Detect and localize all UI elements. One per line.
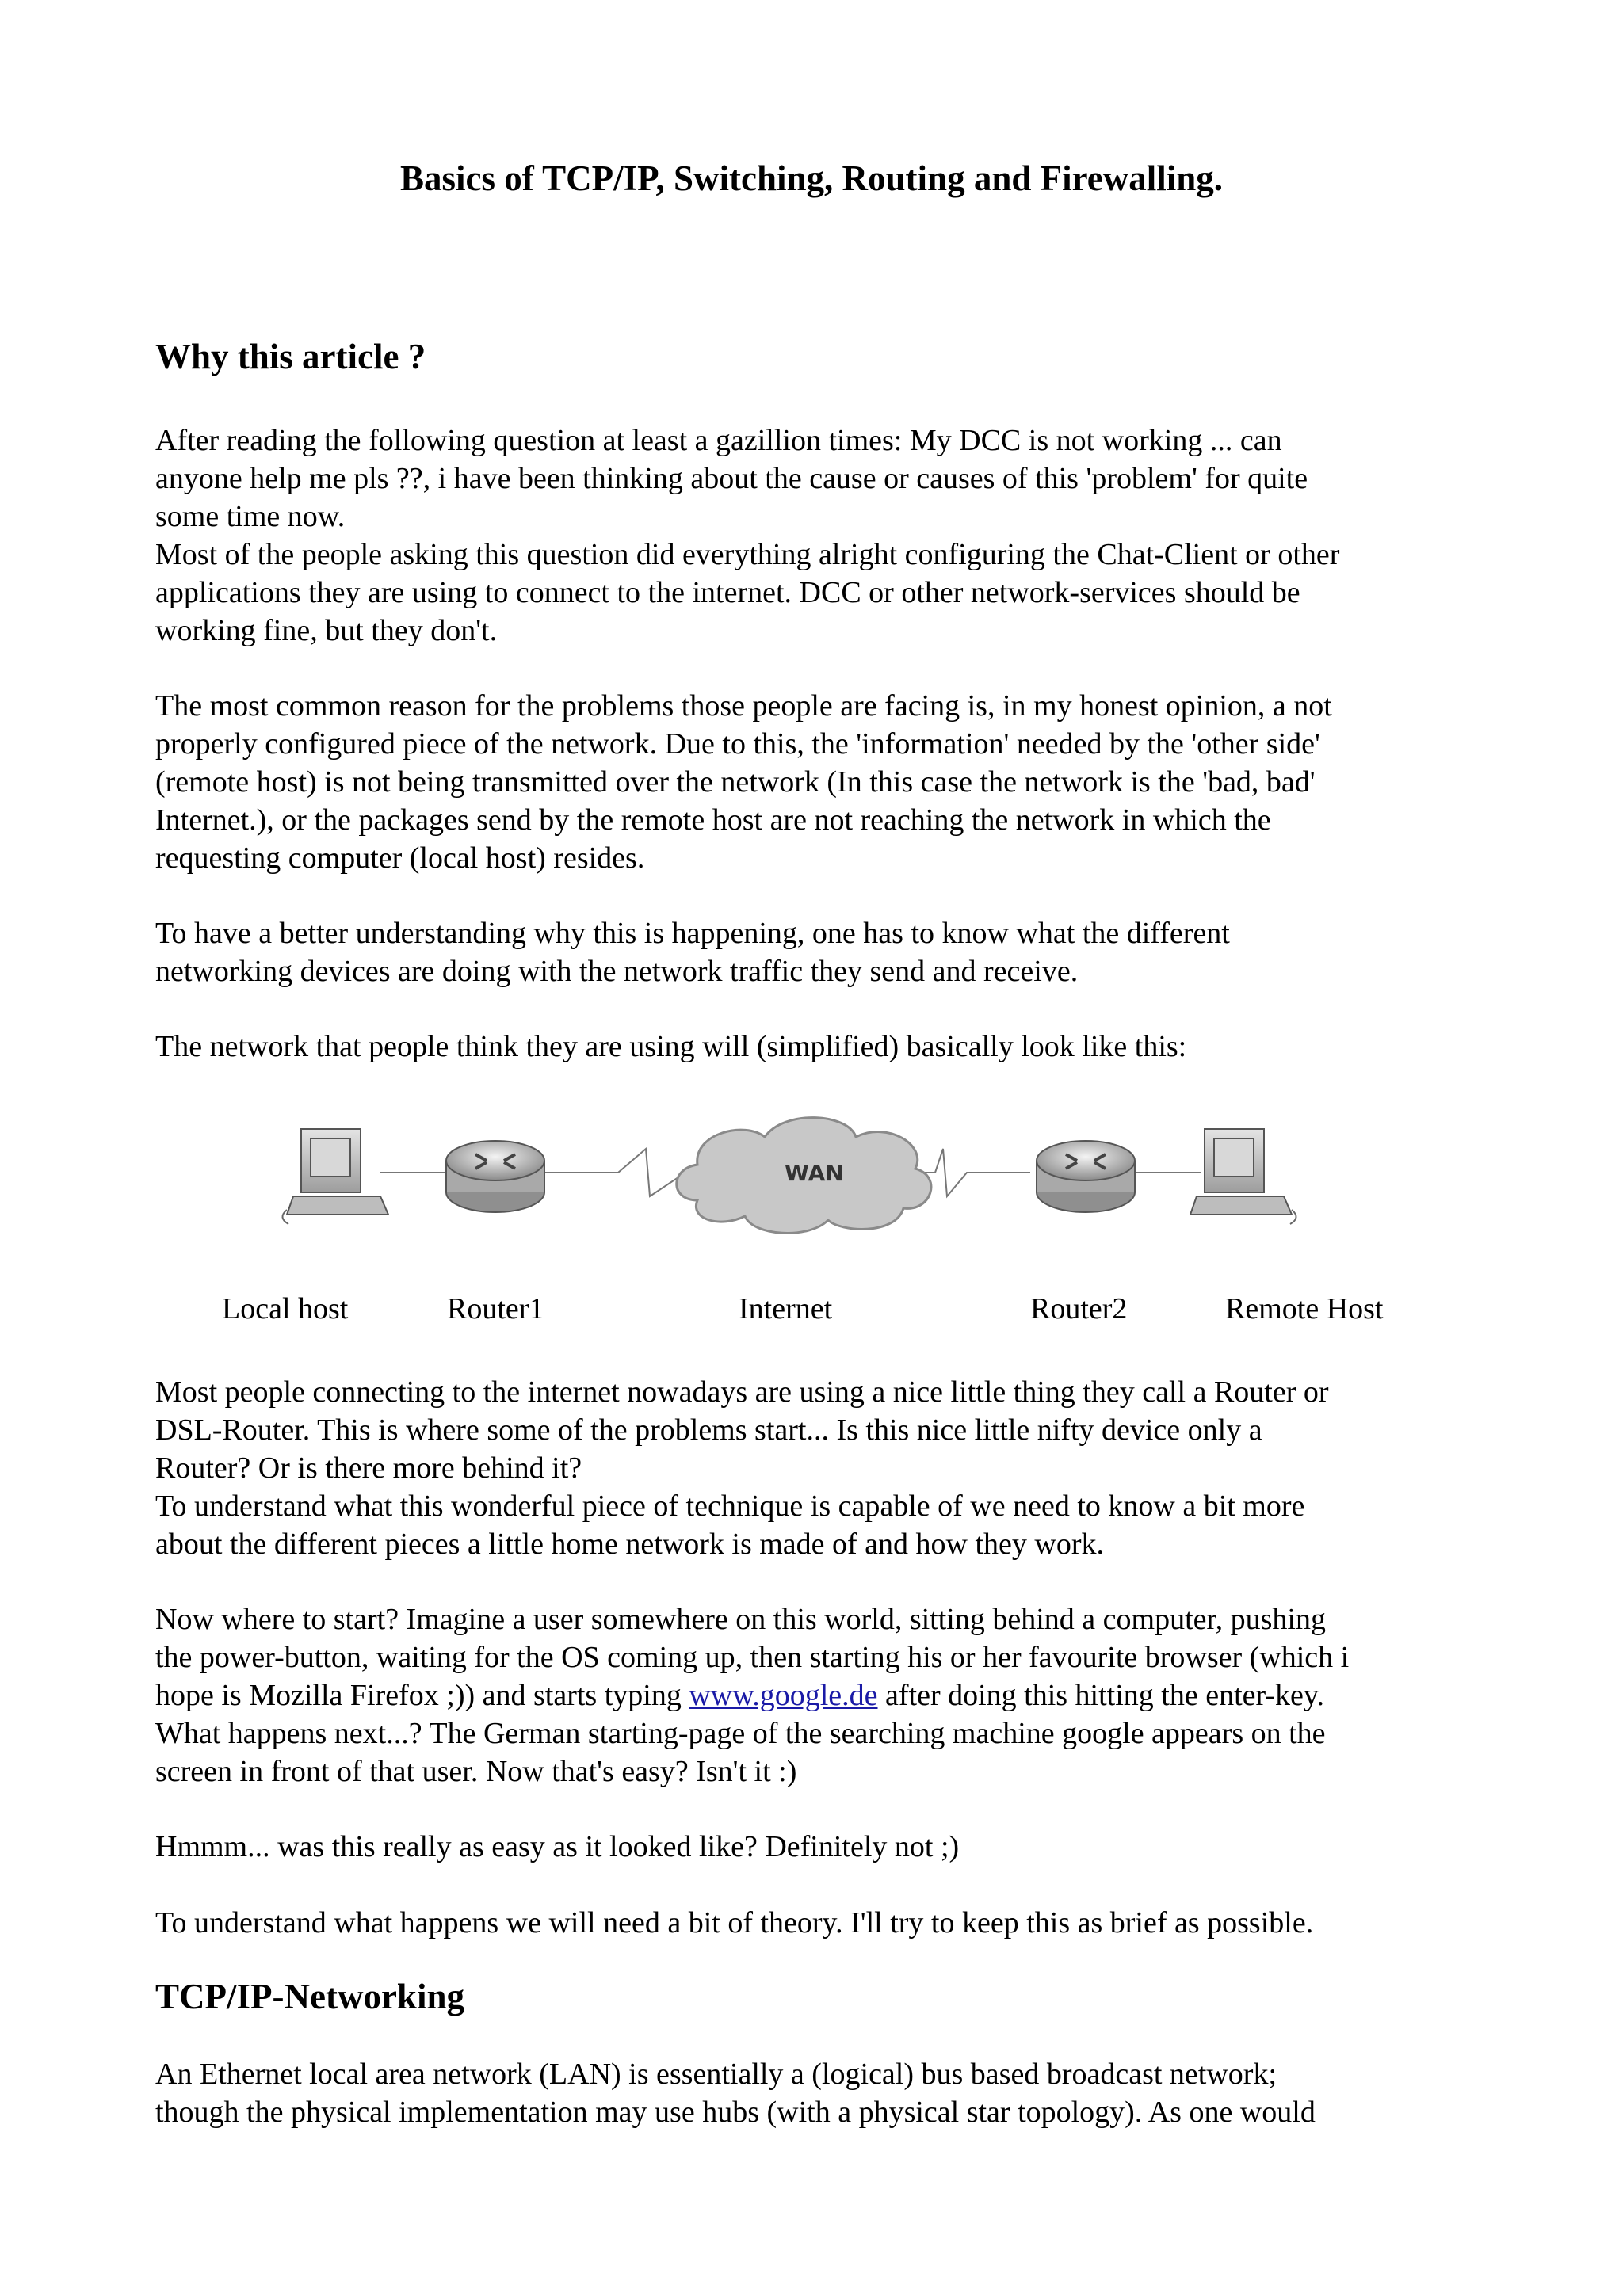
text-span: after doing this hitting the enter-key. [877,1679,1324,1712]
text-line [155,1676,1487,1714]
diagram-label-remote-host: Remote Host [1225,1292,1384,1325]
text-line: An Ethernet local area network (LAN) is essentially a (logical) bus based broadcast network; [155,2058,1277,2091]
router-icon [446,1141,544,1212]
section-heading-why: Why this article ? [155,337,426,376]
text-line: anyone help me pls ??, i have been thinking about the cause or causes of this 'problem' for quite [155,462,1308,495]
computer-icon [1190,1129,1296,1224]
text-line: screen in front of that user. Now that's easy? Isn't it :) [155,1755,797,1788]
text-line: some time now. [155,500,346,533]
paragraph-intro [155,421,1487,650]
paragraph-ethernet [155,2055,1487,2131]
text-line: To have a better understanding why this is happening, one has to know what the different [155,917,1230,950]
text-line: The most common reason for the problems those people are facing is, in my honest opinion, a not [155,689,1332,723]
computer-icon [282,1129,388,1224]
paragraph-hmmm [155,1828,1487,1866]
paragraph-router [155,1373,1487,1563]
serial-link-line [543,1149,685,1196]
text-span: hope is Mozilla Firefox ;)) and starts typing [155,1679,689,1712]
section-heading-tcpip: TCP/IP-Networking [155,1977,464,2016]
text-line: requesting computer (local host) resides. [155,841,645,875]
diagram-label-internet: Internet [739,1292,833,1325]
diagram-label-router2: Router2 [1030,1292,1128,1325]
text-line: working fine, but they don't. [155,614,498,647]
text-line: (remote host) is not being transmitted over the network (In this case the network is the 'bad, bad' [155,765,1316,799]
document-title: Basics of TCP/IP, Switching, Routing and Firewalling. [399,158,1224,198]
paragraph-network-intro [155,1028,1487,1066]
text-line: What happens next...? The German starting-page of the searching machine google appears on the [155,1717,1326,1750]
diagram-label-router1: Router1 [447,1292,544,1325]
text-line: the power-button, waiting for the OS coming up, then starting his or her favourite browser (which i [155,1641,1350,1674]
text-line: though the physical implementation may use hubs (with a physical star topology). As one would [155,2096,1316,2129]
wan-cloud-icon [677,1118,931,1234]
text-line: properly configured piece of the network. Due to this, the 'information' needed by the 'other side' [155,727,1320,761]
text-line: Internet.), or the packages send by the remote host are not reaching the network in which the [155,803,1271,837]
text-line: Most of the people asking this question did everything alright configuring the Chat-Client or other [155,538,1340,571]
text-line: DSL-Router. This is where some of the problems start... Is this nice little nifty device only a [155,1413,1262,1447]
text-line: The network that people think they are using will (simplified) basically look like this: [155,1030,1187,1063]
paragraph-theory [155,1904,1487,1942]
text-line: To understand what this wonderful piece of technique is capable of we need to know a bit more [155,1489,1305,1523]
paragraph-where-to-start [155,1600,1487,1791]
text-line: After reading the following question at least a gazillion times: My DCC is not working ... can [155,424,1282,457]
text-line: To understand what happens we will need a bit of theory. I'll try to keep this as brief as possible. [155,1906,1314,1939]
text-line: networking devices are doing with the network traffic they send and receive. [155,955,1079,988]
text-line: about the different pieces a little home network is made of and how they work. [155,1527,1104,1561]
text-line: Most people connecting to the internet nowadays are using a nice little thing they call a Router or [155,1375,1329,1409]
network-diagram [269,1105,1323,1264]
diagram-label-local-host: Local host [222,1292,349,1325]
text-line: Router? Or is there more behind it? [155,1451,582,1485]
router-icon [1037,1141,1135,1212]
text-line: applications they are using to connect to the internet. DCC or other network-services should be [155,576,1300,609]
google-link[interactable]: www.google.de [689,1679,878,1712]
paragraph-understanding [155,914,1487,990]
text-line: Hmmm... was this really as easy as it looked like? Definitely not ;) [155,1830,960,1863]
text-line: Now where to start? Imagine a user somewhere on this world, sitting behind a computer, pushing [155,1603,1326,1636]
paragraph-common-reason [155,687,1487,877]
wan-label: WAN [785,1160,844,1186]
